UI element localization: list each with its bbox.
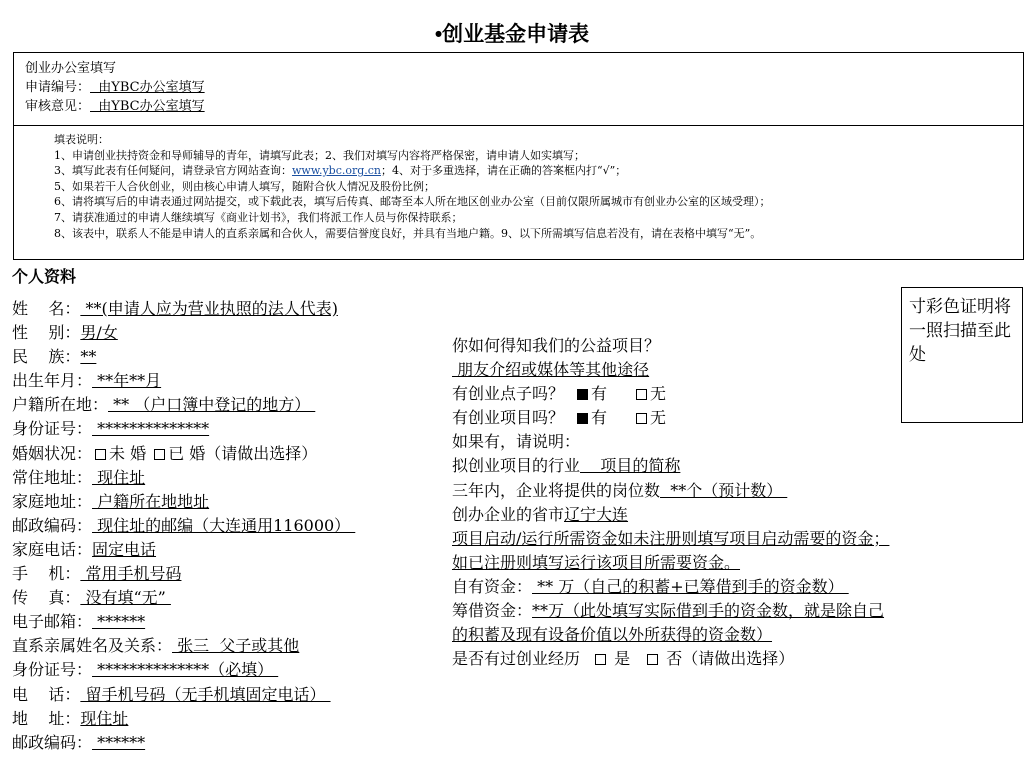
field-relative-address <box>12 707 452 731</box>
instruction-line: 7、请获准通过的申请人继续填写《商业计划书》，我们将派工作人员与你保持联系； <box>54 210 463 224</box>
field-label: 电 话： <box>12 684 81 704</box>
personal-info-column <box>12 297 452 755</box>
question-project <box>452 406 897 430</box>
residence-value[interactable]: 现住址 <box>92 467 146 487</box>
field-label: 直系亲属姓名及关系： <box>12 636 173 656</box>
field-relative-id <box>12 658 452 682</box>
field-label: 户籍所在地： <box>12 395 109 415</box>
field-province <box>452 503 897 527</box>
funds-label: 项目启动/运行所需资金 <box>452 528 618 548</box>
photo-placeholder[interactable]: 寸彩色证明将一照扫描至此处 <box>901 287 1023 423</box>
instructions-box <box>13 125 1024 260</box>
funds-value[interactable]: 如未注册则填写项目启动需要的资金；如已注册则填写运行该项目所需要资金。 <box>452 528 890 572</box>
fax-value[interactable]: 没有填“无” <box>80 588 171 608</box>
field-hukou <box>12 393 452 417</box>
field-label: 婚姻状况： <box>12 443 93 463</box>
field-home-phone <box>12 538 452 562</box>
industry-value[interactable]: 项目的简称 <box>580 456 681 476</box>
field-industry <box>452 454 897 478</box>
field-label: 传 真： <box>12 588 81 608</box>
relative-value[interactable]: 张三 父子或其他 <box>172 636 300 656</box>
field-label: 常住地址： <box>12 467 93 487</box>
field-own-funds <box>452 575 892 599</box>
field-experience <box>452 647 897 671</box>
field-label: 家庭地址： <box>12 491 93 511</box>
idea-yes-label: 有 <box>591 384 608 404</box>
field-relative <box>12 634 452 658</box>
married-label: 已 婚（请做出选择） <box>168 443 318 463</box>
project-info-column <box>452 334 897 671</box>
form-title: •创业基金申请表 <box>434 23 590 46</box>
industry-label: 拟创业项目的行业 <box>452 456 581 476</box>
relative-postcode-value[interactable]: ****** <box>92 732 146 752</box>
field-label: 地 址： <box>12 708 81 728</box>
field-postcode <box>12 514 452 538</box>
province-value[interactable]: 辽宁大连 <box>564 504 629 524</box>
idea-label: 有创业点子吗？ <box>452 384 565 404</box>
instruction-line: 6、请将填写后的申请表通过网站提交，或下载此表，填写后传真、邮寄至本人所在地区创业办公室（目前仅限所属城市有创业办公室的区域受理）； <box>54 195 771 209</box>
ethnicity-value[interactable]: ** <box>80 347 97 367</box>
home-phone-value[interactable]: 固定电话 <box>92 539 157 559</box>
birth-value[interactable]: **年**月 <box>92 371 162 391</box>
unmarried-label: 未 婚 <box>109 443 147 463</box>
review-opinion-row <box>25 97 1023 116</box>
postcode-value[interactable]: 现住址的邮编（大连通用116000） <box>92 515 356 535</box>
borrowed-funds-label: 筹借资金： <box>452 601 533 621</box>
application-number-value[interactable]: 由YBC办公室填写 <box>90 80 205 95</box>
mobile-value[interactable]: 常用手机号码 <box>80 564 182 584</box>
instruction-text: 3、填写此表有任何疑问，请登录官方网站查询： <box>54 164 292 178</box>
project-label: 有创业项目吗？ <box>452 408 565 428</box>
borrowed-funds-value[interactable]: **万（此处填写实际借到手的资金数，就是除自己的积蓄及现有设备价值以外所获得的资金数） <box>452 601 885 645</box>
application-number-label: 申请编号： <box>25 80 91 95</box>
hukou-value[interactable]: ** （户口簿中登记的地方） <box>108 395 316 415</box>
field-birth <box>12 369 452 393</box>
office-fill-box <box>13 52 1024 126</box>
question-idea <box>452 382 897 406</box>
idea-no-label: 无 <box>650 384 667 404</box>
office-heading: 创业办公室填写 <box>25 61 117 76</box>
instructions-heading: 填表说明： <box>54 133 109 146</box>
experience-label: 是否有过创业经历 <box>452 649 581 669</box>
review-opinion-label: 审核意见： <box>25 99 91 114</box>
field-label: 手 机： <box>12 564 81 584</box>
application-number-row <box>25 78 1023 97</box>
experience-yes-label: 是 <box>614 649 631 669</box>
email-value[interactable]: ****** <box>92 612 146 632</box>
field-label: 邮政编码： <box>12 515 93 535</box>
experience-no-label: 否（请做出选择） <box>666 649 795 669</box>
project-no-label: 无 <box>650 408 667 428</box>
field-ethnicity <box>12 345 452 369</box>
field-id-number <box>12 417 452 441</box>
home-address-value[interactable]: 户籍所在地地址 <box>92 491 210 511</box>
id-number-value[interactable]: ************** <box>92 419 210 439</box>
own-funds-label: 自有资金： <box>452 576 533 596</box>
field-label: 电子邮箱： <box>12 612 93 632</box>
field-label: 家庭电话： <box>12 539 93 559</box>
field-residence <box>12 466 452 490</box>
province-label: 创办企业的省市 <box>452 504 565 524</box>
field-jobs <box>452 479 897 503</box>
field-label: 姓 名： <box>12 299 81 318</box>
field-mobile <box>12 562 452 586</box>
idea-yes-checkbox[interactable] <box>577 389 588 400</box>
source-answer[interactable]: 朋友介绍或媒体等其他途径 <box>452 360 650 380</box>
field-name <box>12 297 452 321</box>
own-funds-value[interactable]: ** 万（自己的积蓄+已筹借到手的资金数） <box>532 576 849 596</box>
relative-address-value[interactable]: 现住址 <box>80 708 129 728</box>
name-value[interactable]: **(申请人应为营业执照的法人代表) <box>80 299 338 318</box>
project-yes-label: 有 <box>591 408 608 428</box>
idea-no-checkbox[interactable] <box>636 389 647 400</box>
field-gender <box>12 321 452 345</box>
instruction-line: 5、如果若干人合伙创业，则由核心申请人填写，随附合伙人情况及股份比例； <box>54 179 435 193</box>
relative-phone-value[interactable]: 留手机号码（无手机填固定电话） <box>80 684 331 704</box>
review-opinion-value[interactable]: 由YBC办公室填写 <box>90 99 205 114</box>
field-label: 出生年月： <box>12 371 93 391</box>
gender-value[interactable]: 男/女 <box>80 323 118 343</box>
instruction-line: 1、申请创业扶持资金和导师辅导的青年，请填写此表；2、我们对填写内容将严格保密，请申请人如实填写； <box>54 148 585 162</box>
relative-id-value[interactable]: **************（必填） <box>92 660 279 680</box>
field-relative-postcode <box>12 731 452 755</box>
field-fax <box>12 586 452 610</box>
instruction-text: ；4、对于多重选择，请在正确的答案框内打“√”； <box>381 164 627 178</box>
instruction-line: 8、该表中，联系人不能是申请人的直系亲属和合伙人，需要信誉度良好，并具有当地户籍。9、以下所需填写信息若没有，请在表格中填写“无”。 <box>54 226 762 240</box>
experience-no-checkbox[interactable] <box>647 654 658 665</box>
married-checkbox[interactable] <box>154 449 165 460</box>
field-label: 身份证号： <box>12 660 93 680</box>
experience-yes-checkbox[interactable] <box>595 654 606 665</box>
field-borrowed-funds <box>452 599 892 647</box>
jobs-value[interactable]: **个（预计数） <box>660 480 788 500</box>
field-label: 邮政编码： <box>12 732 93 752</box>
field-label: 身份证号： <box>12 419 93 439</box>
question-explain: 如果有，请说明： <box>452 432 581 452</box>
project-no-checkbox[interactable] <box>636 413 647 424</box>
field-email <box>12 610 452 634</box>
field-label: 性 别： <box>12 323 81 343</box>
project-yes-checkbox[interactable] <box>577 413 588 424</box>
field-funds <box>452 527 892 575</box>
question-source: 你如何得知我们的公益项目？ <box>452 336 661 355</box>
unmarried-checkbox[interactable] <box>95 449 106 460</box>
website-link[interactable]: www.ybc.org.cn <box>292 164 382 178</box>
field-home-address <box>12 490 452 514</box>
instruction-line <box>54 163 1023 179</box>
field-label: 民 族： <box>12 347 81 367</box>
field-relative-phone <box>12 683 452 707</box>
field-marital <box>12 442 452 466</box>
jobs-label: 三年内，企业将提供的岗位数 <box>452 480 661 500</box>
section-title-personal: 个人资料 <box>12 267 77 286</box>
